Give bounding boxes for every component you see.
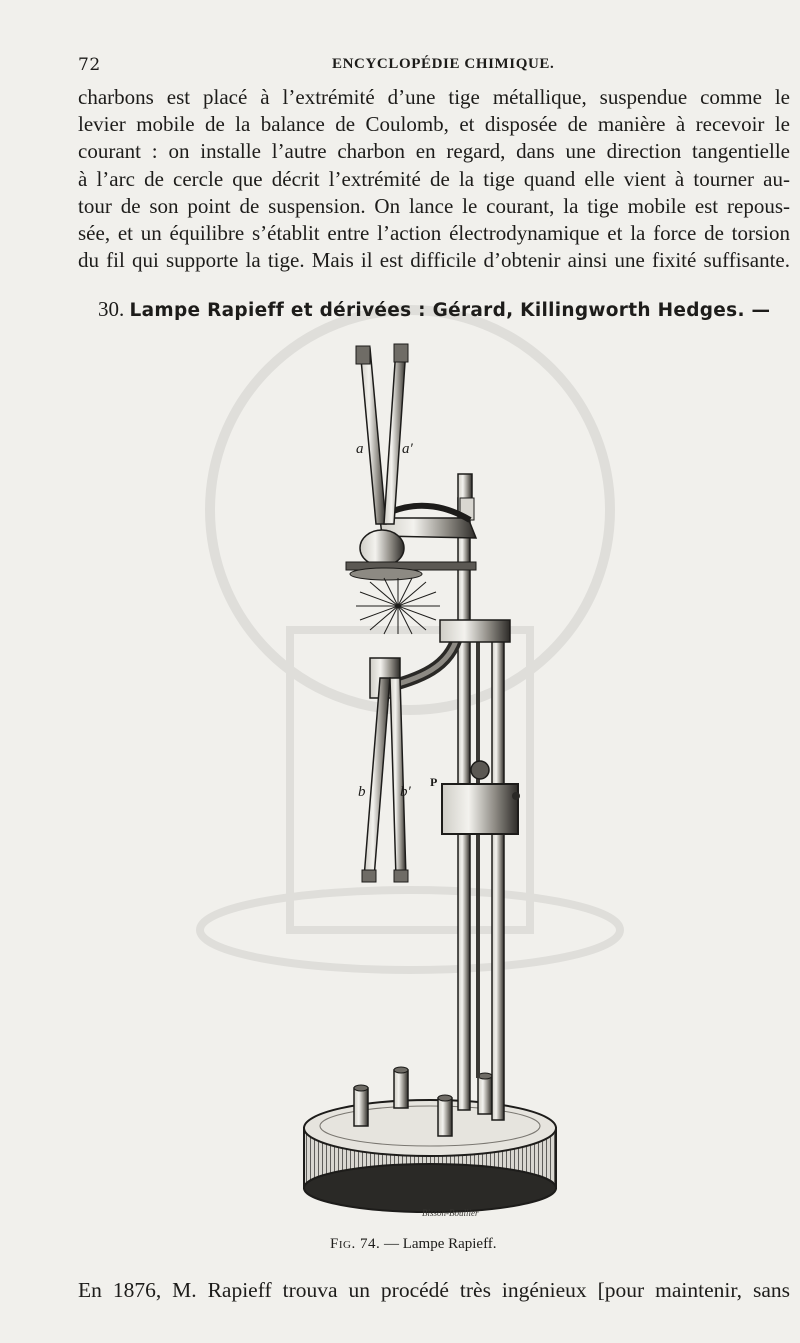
text-line: tour de son point de suspension. On lance le courant, la tige mobile est repous- bbox=[78, 193, 790, 218]
rapieff-lamp-illustration bbox=[290, 338, 590, 1218]
upper-carbon-rods bbox=[356, 344, 408, 524]
body-paragraph bbox=[78, 84, 790, 274]
page-number: 72 bbox=[78, 55, 101, 75]
upper-bracket bbox=[346, 506, 476, 580]
section-title: Lampe Rapieff et dérivées : Gérard, Killingworth Hedges. — bbox=[129, 300, 771, 321]
text-line: courant : on installe l’autre charbon en regard, dans une direction tangentielle bbox=[78, 139, 790, 164]
section-number: 30. bbox=[98, 297, 125, 321]
engraver-signature: Bisson-Boullier bbox=[422, 1208, 479, 1218]
label-b-prime: b′ bbox=[400, 784, 411, 800]
label-p: P bbox=[430, 775, 438, 789]
lower-carbon-rods bbox=[362, 678, 408, 882]
text-line: à l’arc de cercle que décrit l’extrémité de la tige quand elle vient à tourner au- bbox=[78, 166, 790, 191]
figure-number: Fig. 74. bbox=[330, 1236, 381, 1252]
text-line: sée, et un équilibre s’établit entre l’action électrodynamique et la force de torsion bbox=[78, 221, 790, 246]
closing-text-line: En 1876, M. Rapieff trouva un procédé très ingénieux [pour maintenir, sans bbox=[78, 1278, 790, 1302]
label-a-prime: a′ bbox=[402, 441, 413, 457]
text-line: du fil qui supporte la tige. Mais il est difficile d’obtenir ainsi une fixité suffisante. bbox=[78, 248, 790, 273]
text-line: levier mobile de la balance de Coulomb, et disposée de manière à recevoir le bbox=[78, 112, 790, 137]
section-heading bbox=[98, 297, 790, 322]
label-a: a bbox=[356, 441, 364, 457]
page-header bbox=[78, 55, 788, 77]
electric-arc bbox=[356, 578, 440, 634]
running-title: ENCYCLOPÉDIE CHIMIQUE. bbox=[332, 56, 555, 72]
figure-caption bbox=[330, 1236, 497, 1253]
counterweight-box bbox=[442, 761, 520, 834]
lamp-base bbox=[304, 1100, 556, 1212]
text-line: charbons est placé à l’extrémité d’une tige métallique, suspendue comme le bbox=[78, 85, 790, 109]
label-b: b bbox=[358, 784, 366, 800]
figure-title: — Lampe Rapieff. bbox=[383, 1236, 497, 1252]
